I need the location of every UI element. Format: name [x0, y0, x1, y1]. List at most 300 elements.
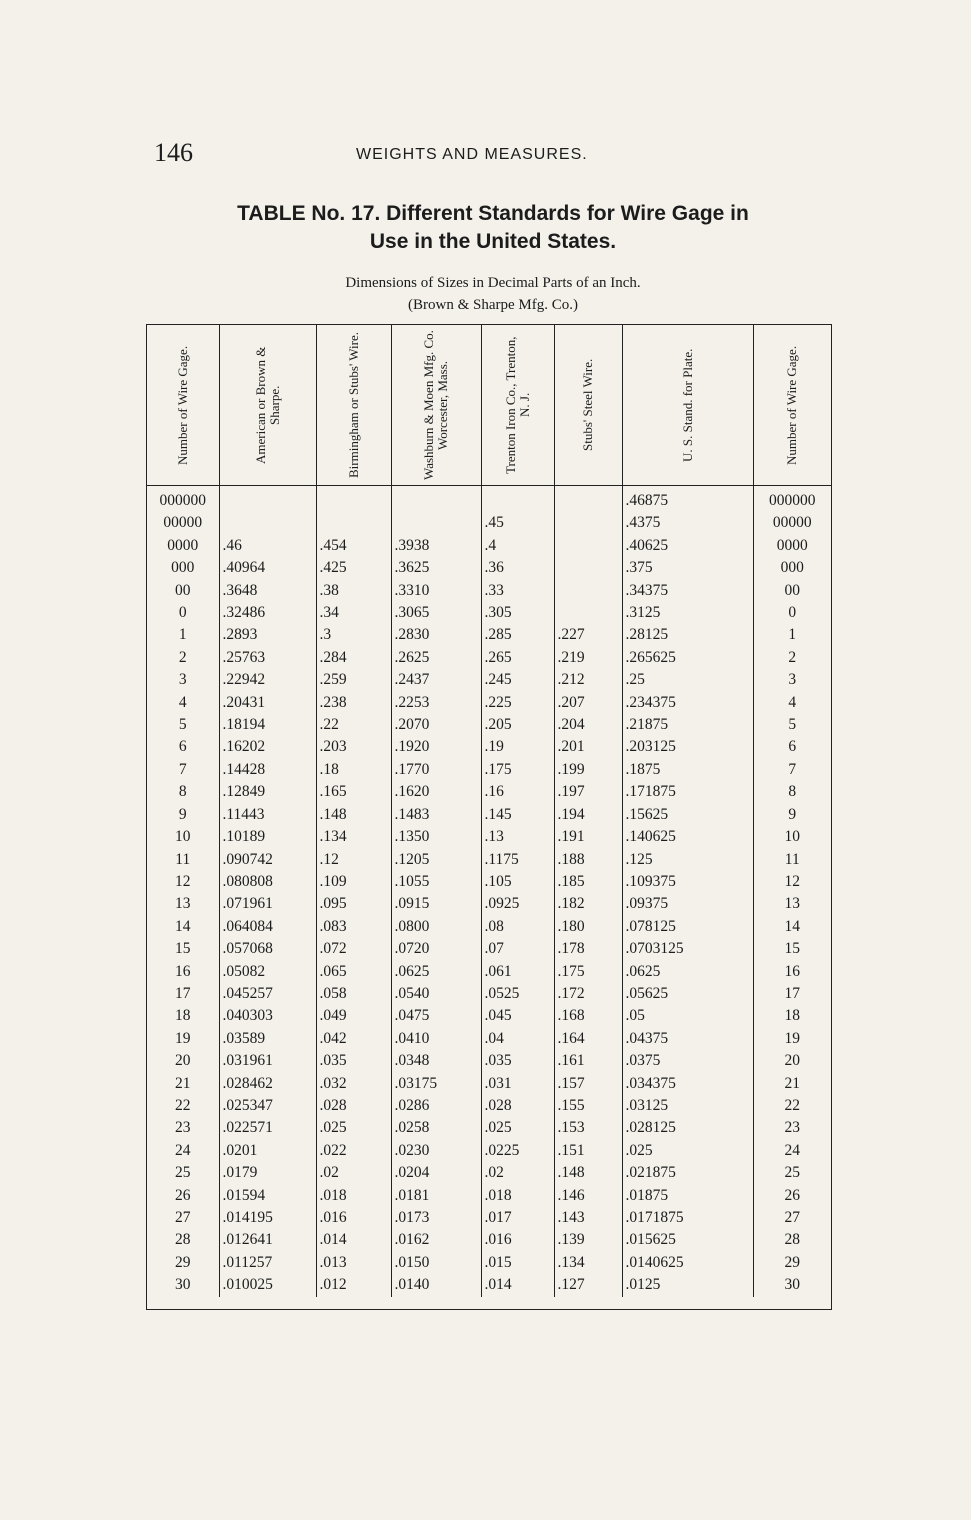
table-cell: .042 — [316, 1028, 391, 1050]
table-row — [147, 486, 831, 513]
table-cell: .194 — [554, 804, 622, 826]
table-cell — [554, 512, 622, 534]
table-cell: 29 — [753, 1252, 831, 1274]
table-cell: .012 — [316, 1274, 391, 1296]
table-cell: .0800 — [391, 916, 481, 938]
table-cell: .0171875 — [622, 1207, 753, 1229]
table-cell: .05 — [622, 1005, 753, 1027]
table-cell — [316, 512, 391, 534]
table-cell: .143 — [554, 1207, 622, 1229]
table-cell: .1175 — [481, 849, 554, 871]
table-cell: .031 — [481, 1073, 554, 1095]
table-cell: .18 — [316, 759, 391, 781]
table-cell: .3065 — [391, 602, 481, 624]
table-cell: .014 — [316, 1229, 391, 1251]
table-cell: 0 — [178, 604, 187, 622]
table-cell: .05082 — [219, 961, 316, 983]
table-cell: 1 — [178, 626, 187, 644]
table-cell: .02 — [481, 1162, 554, 1184]
table-row — [147, 1117, 831, 1139]
table-cell: 9 — [178, 805, 187, 823]
table-subtitle-line-2: (Brown & Sharpe Mfg. Co.) — [408, 297, 578, 313]
table-cell — [554, 535, 622, 557]
table-cell: 29 — [175, 1253, 191, 1271]
table-cell: 2 — [178, 648, 187, 666]
table-cell: .012641 — [219, 1229, 316, 1251]
table-cell: .205 — [481, 714, 554, 736]
table-cell: 26 — [753, 1185, 831, 1207]
table-subtitle-line-1: Dimensions of Sizes in Decimal Parts of an Inch. — [345, 275, 641, 291]
wire-gage-grid — [147, 325, 831, 1297]
table-cell: .16202 — [219, 736, 316, 758]
table-cell: .049 — [316, 1005, 391, 1027]
table-cell: .45 — [481, 512, 554, 534]
table-cell: .083 — [316, 916, 391, 938]
table-cell: 16 — [175, 962, 191, 980]
table-cell: .034375 — [622, 1073, 753, 1095]
table-cell: 25 — [175, 1164, 191, 1182]
table-row — [147, 1140, 831, 1162]
table-cell: .157 — [554, 1073, 622, 1095]
table-cell: .109375 — [622, 871, 753, 893]
table-cell: 25 — [753, 1162, 831, 1184]
table-cell: .064084 — [219, 916, 316, 938]
table-cell: .134 — [554, 1252, 622, 1274]
table-cell: .0204 — [391, 1162, 481, 1184]
table-row — [147, 1028, 831, 1050]
table-cell: 10 — [175, 828, 191, 846]
table-cell: .305 — [481, 602, 554, 624]
table-cell: .25 — [622, 669, 753, 691]
table-cell: .0125 — [622, 1274, 753, 1296]
table-cell: .045 — [481, 1005, 554, 1027]
table-cell: .090742 — [219, 849, 316, 871]
table-cell: 9 — [753, 804, 831, 826]
table-cell: .34 — [316, 602, 391, 624]
table-cell: .0201 — [219, 1140, 316, 1162]
table-row — [147, 669, 831, 691]
table-cell: .078125 — [622, 916, 753, 938]
table-cell: 21 — [175, 1074, 191, 1092]
table-cell: .071961 — [219, 893, 316, 915]
table-row — [147, 512, 831, 534]
table-cell: .013 — [316, 1252, 391, 1274]
table-cell: 21 — [753, 1073, 831, 1095]
table-cell: 15 — [175, 940, 191, 958]
table-cell: .175 — [481, 759, 554, 781]
table-row — [147, 849, 831, 871]
table-cell: 3 — [753, 669, 831, 691]
table-title-line-1: TABLE No. 17. Different Standards for Wire Gage in — [237, 202, 749, 225]
table-cell: .2070 — [391, 714, 481, 736]
table-row — [147, 1274, 831, 1296]
table-cell: .057068 — [219, 938, 316, 960]
table-cell: .185 — [554, 871, 622, 893]
table-row — [147, 781, 831, 803]
table-cell: .028 — [316, 1095, 391, 1117]
table-row — [147, 557, 831, 579]
table-cell: 000 — [753, 557, 831, 579]
table-cell: .36 — [481, 557, 554, 579]
table-cell: .145 — [481, 804, 554, 826]
table-cell: .2893 — [219, 624, 316, 646]
table-cell: .19 — [481, 736, 554, 758]
table-row — [147, 1252, 831, 1274]
table-cell: .46 — [219, 535, 316, 557]
table-cell: 10 — [753, 826, 831, 848]
table-cell: .259 — [316, 669, 391, 691]
header-row — [147, 325, 831, 486]
table-cell: .105 — [481, 871, 554, 893]
table-cell: .14428 — [219, 759, 316, 781]
table-row — [147, 804, 831, 826]
table-cell: 7 — [178, 760, 187, 778]
page-number: 146 — [154, 138, 193, 167]
table-cell: 5 — [753, 714, 831, 736]
table-cell: .2830 — [391, 624, 481, 646]
table-cell: 20 — [753, 1050, 831, 1072]
table-cell: .1620 — [391, 781, 481, 803]
table-cell: .225 — [481, 692, 554, 714]
table-title-line-2: Use in the United States. — [369, 230, 617, 253]
table-cell: 3 — [178, 671, 187, 689]
table-cell: 8 — [178, 783, 187, 801]
table-cell: .05625 — [622, 983, 753, 1005]
table-cell: .212 — [554, 669, 622, 691]
table-title — [148, 200, 838, 256]
table-cell: 6 — [178, 738, 187, 756]
table-cell: .0375 — [622, 1050, 753, 1072]
table-cell: .2437 — [391, 669, 481, 691]
table-cell: 6 — [753, 736, 831, 758]
table-cell: .0140 — [391, 1274, 481, 1296]
table-cell: .0162 — [391, 1229, 481, 1251]
table-body — [147, 486, 831, 1297]
table-cell: .0225 — [481, 1140, 554, 1162]
table-cell: .16 — [481, 781, 554, 803]
table-cell: .3648 — [219, 580, 316, 602]
table-row — [147, 535, 831, 557]
table-cell: .197 — [554, 781, 622, 803]
table-row — [147, 893, 831, 915]
table-cell: .04375 — [622, 1028, 753, 1050]
table-cell: .13 — [481, 826, 554, 848]
table-cell: 000 — [171, 559, 195, 577]
table-cell: .025347 — [219, 1095, 316, 1117]
table-cell: .031961 — [219, 1050, 316, 1072]
table-cell: 4 — [178, 693, 187, 711]
table-cell: .168 — [554, 1005, 622, 1027]
table-cell: .284 — [316, 647, 391, 669]
table-cell: .148 — [554, 1162, 622, 1184]
table-cell: 16 — [753, 961, 831, 983]
header-gage-number-right: Number of Wire Gage. — [753, 325, 831, 486]
table-cell: .3310 — [391, 580, 481, 602]
table-cell: .153 — [554, 1117, 622, 1139]
table-cell — [219, 512, 316, 534]
table-cell: .265625 — [622, 647, 753, 669]
table-cell — [219, 486, 316, 513]
table-cell: 24 — [753, 1140, 831, 1162]
table-cell: 00000 — [163, 514, 203, 532]
table-cell: 00 — [753, 580, 831, 602]
table-cell: .015625 — [622, 1229, 753, 1251]
table-cell: .175 — [554, 961, 622, 983]
table-row — [147, 624, 831, 646]
table-cell: .191 — [554, 826, 622, 848]
table-cell: .32486 — [219, 602, 316, 624]
table-cell: .22942 — [219, 669, 316, 691]
table-cell: .165 — [316, 781, 391, 803]
table-cell: .46875 — [622, 486, 753, 513]
table-cell: 17 — [175, 984, 191, 1002]
table-cell: .155 — [554, 1095, 622, 1117]
table-cell: 19 — [175, 1029, 191, 1047]
table-cell: .072 — [316, 938, 391, 960]
header-birmingham: Birmingham or Stubs' Wire. — [316, 325, 391, 486]
table-cell: 2 — [753, 647, 831, 669]
table-cell: .201 — [554, 736, 622, 758]
header-stubs-steel: Stubs' Steel Wire. — [554, 325, 622, 486]
table-cell: .3125 — [622, 602, 753, 624]
table-cell: 7 — [753, 759, 831, 781]
table-cell: .285 — [481, 624, 554, 646]
table-cell: .016 — [481, 1229, 554, 1251]
table-cell: .172 — [554, 983, 622, 1005]
table-row — [147, 736, 831, 758]
table-cell: .0348 — [391, 1050, 481, 1072]
table-cell: .1055 — [391, 871, 481, 893]
table-cell: .180 — [554, 916, 622, 938]
table-row — [147, 961, 831, 983]
table-cell: .0703125 — [622, 938, 753, 960]
table-cell: 12 — [175, 872, 191, 890]
table-cell: .204 — [554, 714, 622, 736]
header-washburn: Washburn & Moen Mfg. Co. Worcester, Mass. — [391, 325, 481, 486]
table-cell: .0720 — [391, 938, 481, 960]
header-american: American or Brown & Sharpe. — [219, 325, 316, 486]
table-cell: .203125 — [622, 736, 753, 758]
table-cell: .245 — [481, 669, 554, 691]
table-cell: .203 — [316, 736, 391, 758]
table-cell: .425 — [316, 557, 391, 579]
table-cell: .1205 — [391, 849, 481, 871]
table-cell: .0140625 — [622, 1252, 753, 1274]
table-cell: 00000 — [753, 512, 831, 534]
table-cell: .028 — [481, 1095, 554, 1117]
table-subtitle — [148, 272, 838, 316]
table-cell: 23 — [753, 1117, 831, 1139]
table-cell: 11 — [175, 850, 191, 868]
table-cell: .2253 — [391, 692, 481, 714]
table-cell: .34375 — [622, 580, 753, 602]
table-cell: .0286 — [391, 1095, 481, 1117]
table-cell: .140625 — [622, 826, 753, 848]
table-cell: 0 — [753, 602, 831, 624]
table-cell: .0173 — [391, 1207, 481, 1229]
table-cell: .15625 — [622, 804, 753, 826]
table-row — [147, 647, 831, 669]
table-cell: .161 — [554, 1050, 622, 1072]
table-cell: .022571 — [219, 1117, 316, 1139]
table-cell: .38 — [316, 580, 391, 602]
table-cell: .146 — [554, 1185, 622, 1207]
table-cell: 27 — [175, 1209, 191, 1226]
table-cell: .182 — [554, 893, 622, 915]
table-cell: .148 — [316, 804, 391, 826]
table-cell — [391, 512, 481, 534]
table-cell: 17 — [753, 983, 831, 1005]
table-cell: .12 — [316, 849, 391, 871]
table-cell: .022 — [316, 1140, 391, 1162]
table-cell: .188 — [554, 849, 622, 871]
table-cell: .40964 — [219, 557, 316, 579]
table-cell: .238 — [316, 692, 391, 714]
table-cell: .0525 — [481, 983, 554, 1005]
table-cell: .016 — [316, 1207, 391, 1229]
table-cell: 28 — [175, 1231, 191, 1249]
table-cell: .234375 — [622, 692, 753, 714]
table-cell: .171875 — [622, 781, 753, 803]
table-cell: .03589 — [219, 1028, 316, 1050]
table-cell: .3 — [316, 624, 391, 646]
table-cell: .025 — [481, 1117, 554, 1139]
table-row — [147, 714, 831, 736]
table-cell: .095 — [316, 893, 391, 915]
table-cell: 8 — [753, 781, 831, 803]
table-cell: 13 — [753, 893, 831, 915]
table-cell: 28 — [753, 1229, 831, 1251]
table-cell: .375 — [622, 557, 753, 579]
table-cell: .03125 — [622, 1095, 753, 1117]
table-cell: .1483 — [391, 804, 481, 826]
table-cell: .151 — [554, 1140, 622, 1162]
table-cell: 15 — [753, 938, 831, 960]
table-row — [147, 759, 831, 781]
table-cell: 0000 — [753, 535, 831, 557]
table-cell: .010025 — [219, 1274, 316, 1296]
table-cell: .0410 — [391, 1028, 481, 1050]
table-cell — [391, 486, 481, 513]
table-row — [147, 1185, 831, 1207]
table-cell: .065 — [316, 961, 391, 983]
table-cell: .3625 — [391, 557, 481, 579]
table-cell: .109 — [316, 871, 391, 893]
table-cell: .011257 — [219, 1252, 316, 1274]
table-cell: .219 — [554, 647, 622, 669]
table-row — [147, 692, 831, 714]
table-cell: .017 — [481, 1207, 554, 1229]
table-cell: .164 — [554, 1028, 622, 1050]
running-head: WEIGHTS AND MEASURES. — [356, 146, 588, 163]
table-cell: .040303 — [219, 1005, 316, 1027]
table-cell: 14 — [753, 916, 831, 938]
table-cell: 000000 — [753, 486, 831, 513]
table-cell: .1875 — [622, 759, 753, 781]
table-cell: .04 — [481, 1028, 554, 1050]
table-cell: .015 — [481, 1252, 554, 1274]
table-row — [147, 916, 831, 938]
table-cell: .33 — [481, 580, 554, 602]
table-cell: 19 — [753, 1028, 831, 1050]
table-cell: .18194 — [219, 714, 316, 736]
table-cell: .014 — [481, 1274, 554, 1296]
table-cell — [554, 486, 622, 513]
table-cell: .028462 — [219, 1073, 316, 1095]
table-cell: .0915 — [391, 893, 481, 915]
header-gage-number-left: Number of Wire Gage. — [147, 325, 219, 486]
table-row — [147, 1207, 831, 1229]
table-cell: 4 — [753, 692, 831, 714]
table-cell: .02 — [316, 1162, 391, 1184]
table-cell: .01594 — [219, 1185, 316, 1207]
table-cell: .0181 — [391, 1185, 481, 1207]
table-cell: .08 — [481, 916, 554, 938]
table-row — [147, 938, 831, 960]
table-cell: .01875 — [622, 1185, 753, 1207]
table-cell: .127 — [554, 1274, 622, 1296]
table-cell: .139 — [554, 1229, 622, 1251]
table-cell: .3938 — [391, 535, 481, 557]
table-cell: 26 — [175, 1186, 191, 1204]
table-cell: 000000 — [159, 492, 206, 509]
table-cell: 23 — [175, 1119, 191, 1137]
table-cell — [481, 486, 554, 513]
table-row — [147, 826, 831, 848]
table-cell: .021875 — [622, 1162, 753, 1184]
table-cell: .0230 — [391, 1140, 481, 1162]
table-cell: .454 — [316, 535, 391, 557]
table-cell: 22 — [175, 1096, 191, 1114]
table-cell: 18 — [753, 1005, 831, 1027]
table-cell: .0540 — [391, 983, 481, 1005]
table-row — [147, 580, 831, 602]
table-row — [147, 1162, 831, 1184]
table-cell: .0179 — [219, 1162, 316, 1184]
table-cell: .40625 — [622, 535, 753, 557]
table-cell: .025 — [622, 1140, 753, 1162]
table-cell: .134 — [316, 826, 391, 848]
table-cell: 14 — [175, 917, 191, 935]
table-cell: .1770 — [391, 759, 481, 781]
table-cell — [554, 580, 622, 602]
table-cell: .265 — [481, 647, 554, 669]
table-cell: .0625 — [391, 961, 481, 983]
table-cell: .12849 — [219, 781, 316, 803]
table-cell: .045257 — [219, 983, 316, 1005]
table-cell: .125 — [622, 849, 753, 871]
table-row — [147, 1073, 831, 1095]
table-cell: .035 — [316, 1050, 391, 1072]
table-cell: 20 — [175, 1052, 191, 1070]
table-row — [147, 1005, 831, 1027]
wire-gage-table — [146, 324, 832, 1310]
table-cell: .03175 — [391, 1073, 481, 1095]
table-cell: .080808 — [219, 871, 316, 893]
table-cell — [316, 486, 391, 513]
table-cell: .2625 — [391, 647, 481, 669]
table-cell: .018 — [316, 1185, 391, 1207]
table-cell: 27 — [753, 1207, 831, 1229]
header-us-standard: U. S. Stand. for Plate. — [622, 325, 753, 486]
table-cell: .0925 — [481, 893, 554, 915]
table-cell: .0625 — [622, 961, 753, 983]
table-cell: 1 — [753, 624, 831, 646]
table-cell: 00 — [175, 581, 191, 599]
table-row — [147, 1229, 831, 1251]
table-cell: .11443 — [219, 804, 316, 826]
table-row — [147, 871, 831, 893]
